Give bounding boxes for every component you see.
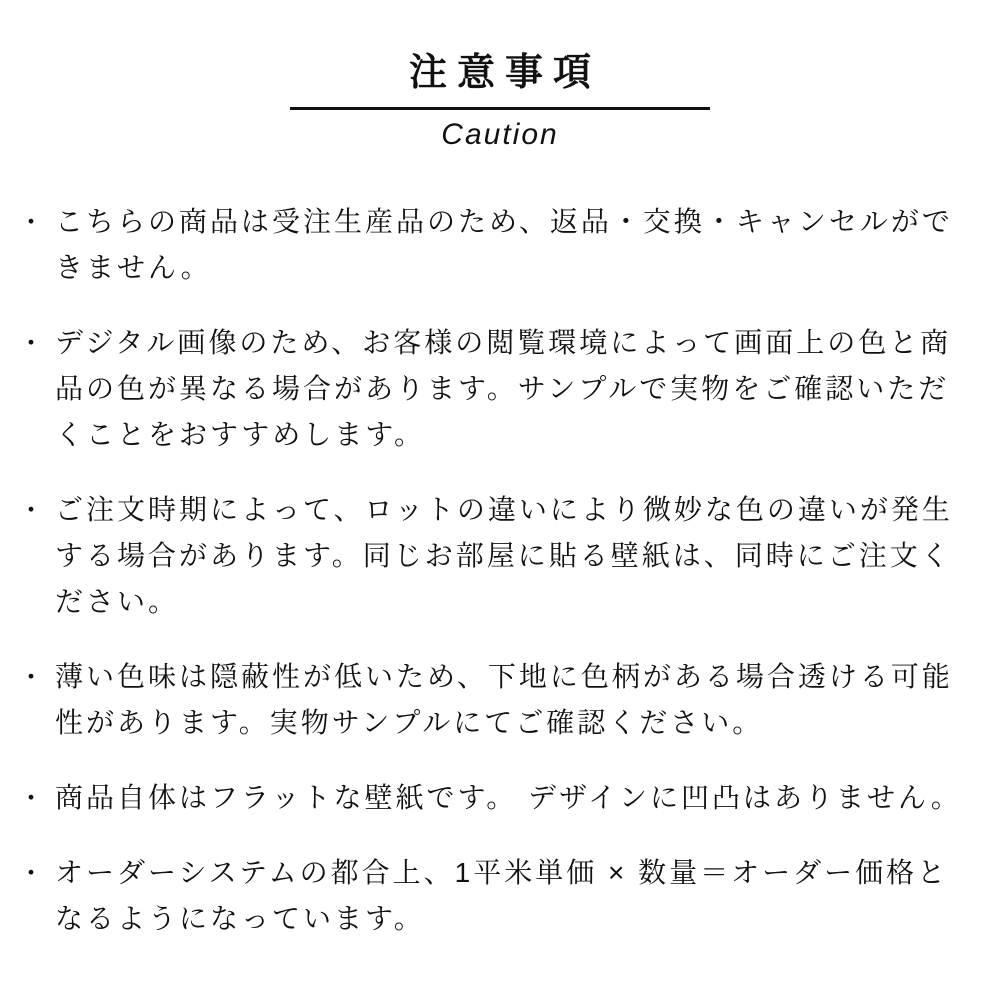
caution-item-text: 薄い色味は隠蔽性が低いため、下地に色柄がある場合透ける可能性があります。実物サンプルにてご確認ください。 [55,661,953,738]
caution-item-text: 商品自体はフラットな壁紙です。 デザインに凹凸はありません。 [55,782,962,813]
bullet-marker: ・ [18,207,48,237]
caution-item-text: こちらの商品は受注生産品のため、返品・交換・キャンセルができません。 [55,206,953,283]
list-item [18,654,975,746]
page-subtitle: Caution [441,118,559,151]
bullet-marker: ・ [18,495,48,525]
caution-list [0,153,1000,942]
list-item [18,487,975,625]
bullet-marker: ・ [18,858,48,888]
list-item [18,320,975,458]
bullet-marker: ・ [18,783,48,813]
caution-item-text: オーダーシステムの都合上、1平米単価 × 数量＝オーダー価格となるようになっています。 [55,857,949,934]
list-item [18,199,975,291]
caution-item-text: デジタル画像のため、お客様の閲覧環境によって画面上の色と商品の色が異なる場合があります。サンプルで実物をご確認いただくことをおすすめします。 [55,327,952,450]
header [0,0,1000,153]
list-item [18,850,975,942]
bullet-marker: ・ [18,328,48,358]
bullet-marker: ・ [18,662,48,692]
caution-item-text: ご注文時期によって、ロットの違いにより微妙な色の違いが発生する場合があります。同じお部屋に貼る壁紙は、同時にご注文ください。 [55,494,953,617]
list-item [18,775,975,821]
page-title: 注意事項 [408,52,601,94]
title-divider [290,107,710,110]
